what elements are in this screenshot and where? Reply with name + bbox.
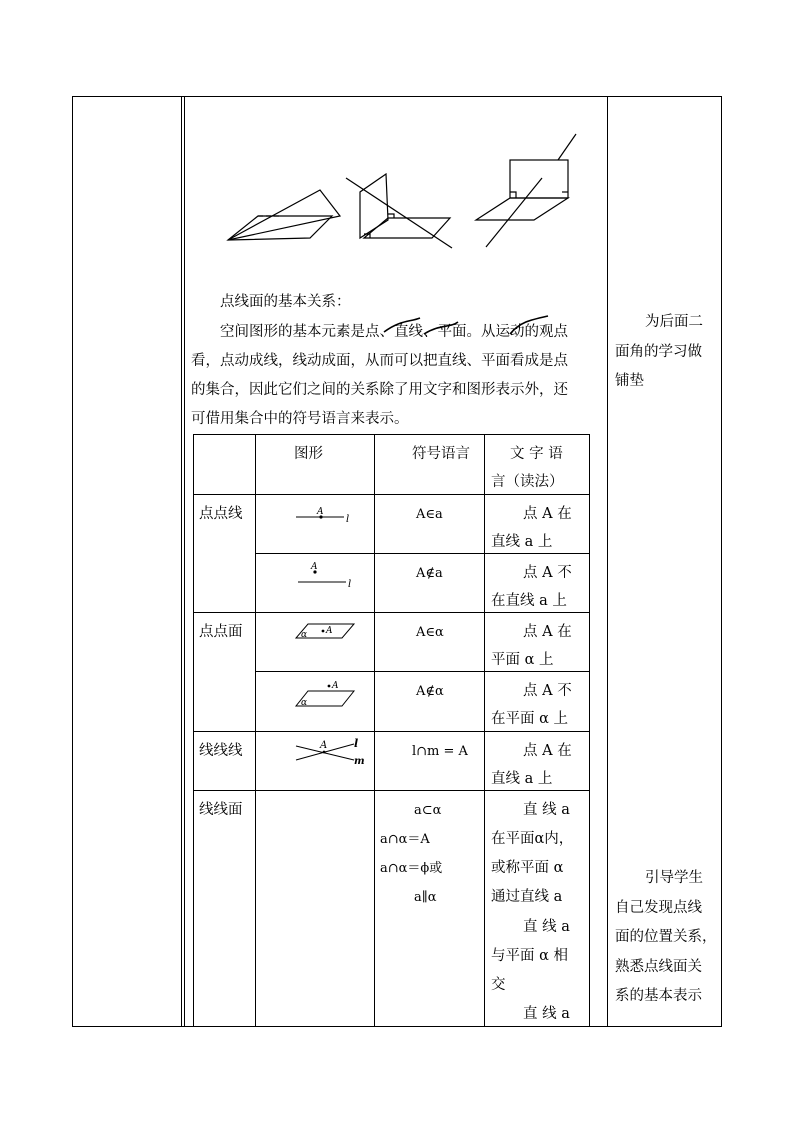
fig3-vertical-plane <box>510 160 568 198</box>
row4-label-a: A <box>332 681 339 691</box>
fig2-vertical-plane <box>360 174 388 238</box>
intro-line-4: 可借用集合中的符号语言来表示。 <box>191 411 409 427</box>
row2-label-l: l <box>348 579 352 590</box>
row3-text-1: 点 A 在 <box>523 624 572 640</box>
row5-label-m: m <box>354 756 365 767</box>
row5-figure <box>292 736 372 768</box>
row1-text-2: 直线 a 上 <box>491 534 553 550</box>
note2-line-3: 面的位置关系， <box>615 929 717 945</box>
row2-symbol: A∉a <box>416 566 443 581</box>
intro-line-1: 空间图形的基本元素是点、直线、平面。从运动的观点 <box>220 324 568 340</box>
group-label-1: 点点线 <box>199 506 243 522</box>
last-text-6: 与平面 α 相 <box>491 948 569 964</box>
row2-figure <box>290 558 360 590</box>
row5-label-a: A <box>320 740 328 751</box>
note2-line-1: 引导学生 <box>645 870 703 886</box>
row2-text-1: 点 A 不 <box>523 565 572 581</box>
outer-bottom-border <box>72 1026 722 1027</box>
last-text-1: 直 线 a <box>523 802 570 818</box>
intro-line-2: 看，点动成线，线动成面，从而可以把直线、平面看成是点 <box>191 353 568 369</box>
column-divider-2 <box>607 96 608 1027</box>
last-symbol-4: a∥α <box>414 890 437 905</box>
last-text-5: 直 线 a <box>523 919 570 935</box>
outer-left-border <box>72 96 73 1027</box>
intro-line-3: 的集合，因此它们之间的关系除了用文字和图形表示外，还 <box>191 382 568 398</box>
note1-line-1: 为后面二 <box>645 314 703 330</box>
last-symbol-2: a∩α＝A <box>380 832 430 847</box>
row5-symbol: l∩m = A <box>412 744 468 759</box>
handwriting-mark <box>380 314 560 338</box>
inner-col-4 <box>589 434 590 1026</box>
row4-symbol: A∉α <box>416 684 444 699</box>
inner-col-3 <box>484 434 485 1026</box>
row2-label-a: A <box>311 562 318 572</box>
row5-label-l: l <box>354 737 359 750</box>
note2-line-2: 自己发现点线 <box>615 899 702 916</box>
section-heading: 点线面的基本关系： <box>220 294 351 310</box>
outer-right-border <box>721 96 722 1027</box>
fig2-horizontal-plane <box>364 218 450 238</box>
note1-line-2: 面角的学习做 <box>615 343 702 360</box>
group-label-2: 点点面 <box>199 624 243 640</box>
note2-line-4: 熟悉点线面关 <box>615 958 702 975</box>
group-label-4: 线线面 <box>199 802 243 818</box>
header-figure: 图形 <box>294 446 323 462</box>
inner-col-0 <box>193 434 194 1026</box>
last-text-8: 直 线 a <box>523 1006 570 1022</box>
group-label-3: 线线线 <box>199 743 243 759</box>
row3-text-2: 平面 α 上 <box>491 652 554 668</box>
note1-line-3: 铺垫 <box>615 373 644 389</box>
row1-symbol: A∈a <box>416 507 443 522</box>
row3-label-alpha: α <box>301 630 308 640</box>
outer-top-border <box>72 96 722 97</box>
row4-text-1: 点 A 不 <box>523 683 572 699</box>
last-text-7: 交 <box>491 977 506 993</box>
planes-figure <box>220 130 580 255</box>
row1-label-l: l <box>346 514 350 525</box>
header-symbol: 符号语言 <box>412 446 470 462</box>
row3-symbol: A∈α <box>416 625 444 640</box>
row5-text-1: 点 A 在 <box>523 743 572 759</box>
fig1-plane-a <box>228 190 340 240</box>
last-symbol-3: a∩α＝ϕ或 <box>380 861 443 876</box>
fig3-horizontal-plane <box>476 198 568 220</box>
column-divider-1 <box>181 96 182 1027</box>
row3-figure <box>292 618 362 642</box>
inner-table-top <box>193 434 589 435</box>
row3-label-a: A <box>326 626 333 636</box>
row1-figure <box>290 504 360 528</box>
header-text-2: 言（读法） <box>491 474 564 490</box>
row1-text-1: 点 A 在 <box>523 506 572 522</box>
teaching-note-1 <box>615 308 717 397</box>
note2-line-5: 系的基本表示 <box>615 988 702 1004</box>
header-text-1: 文 字 语 <box>510 446 563 462</box>
row4-figure <box>292 676 362 710</box>
row4-label-alpha: α <box>301 698 308 708</box>
teaching-note-2 <box>615 864 717 1012</box>
inner-col-1 <box>255 434 256 1026</box>
row1-label-a: A <box>317 507 324 517</box>
column-divider-1b <box>184 96 185 1027</box>
row5-text-2: 直线 a 上 <box>491 771 553 787</box>
row4-text-2: 在平面 α 上 <box>491 711 569 727</box>
inner-col-2 <box>374 434 375 1026</box>
row2-text-2: 在直线 a 上 <box>491 593 567 609</box>
last-text-4: 通过直线 a <box>491 889 563 905</box>
last-text-3: 或称平面 α <box>491 860 564 876</box>
last-symbol-1: a⊂α <box>414 803 442 818</box>
last-text-2: 在平面α内， <box>491 831 574 847</box>
